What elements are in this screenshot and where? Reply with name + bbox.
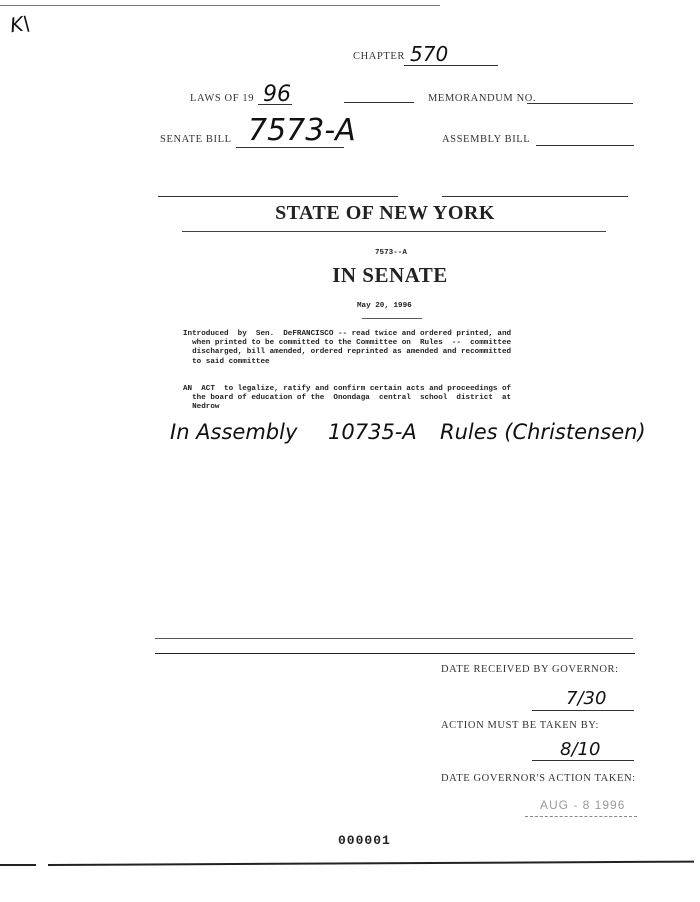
laws-value: 96 — [263, 82, 291, 107]
separator-left — [158, 196, 398, 197]
act-line: Nedrow — [183, 403, 220, 412]
governor-received-value: 7/30 — [566, 688, 607, 709]
senate-bill-value: 7573-A — [248, 113, 356, 148]
governor-received-line — [532, 710, 634, 711]
action-by-label: ACTION MUST BE TAKEN BY: — [441, 720, 600, 731]
laws-line — [258, 104, 292, 105]
chamber-heading: IN SENATE — [332, 263, 448, 287]
state-heading-underline — [182, 231, 606, 232]
page-number: 000001 — [338, 833, 391, 848]
governor-received-label: DATE RECEIVED BY GOVERNOR: — [441, 664, 619, 675]
action-taken-line — [525, 816, 637, 817]
assembly-bill-line — [536, 145, 634, 146]
chapter-label: CHAPTER — [353, 51, 406, 62]
memorandum-label: MEMORANDUM NO. — [428, 93, 537, 104]
corner-mark: K\ — [8, 10, 32, 38]
introduced-line: to said committee — [183, 357, 270, 366]
memorandum-line — [527, 103, 633, 104]
handwritten-committee: Rules (Christensen) — [440, 420, 646, 444]
act-line: AN ACT to legalize, ratify and confirm certain acts and proceedings of — [183, 385, 512, 393]
top-edge-line — [0, 5, 440, 6]
bottom-separator-1 — [155, 638, 633, 639]
footer-line — [48, 861, 694, 866]
senate-bill-line — [236, 147, 344, 148]
bill-date: May 20, 1996 — [357, 302, 412, 310]
laws-blank-line — [344, 102, 414, 103]
handwritten-in-assembly: In Assembly — [170, 420, 298, 444]
bill-number: 7573--A — [375, 249, 407, 257]
laws-label: LAWS OF 19 — [190, 93, 255, 104]
senate-bill-label: SENATE BILL — [160, 134, 232, 145]
footer-line-short — [0, 864, 36, 866]
date-underline — [362, 318, 422, 319]
introduced-line: Introduced by Sen. DeFRANCISCO -- read twice and ordered printed, and — [183, 330, 512, 338]
introduced-line: when printed to be committed to the Committee on Rules -- committee — [183, 339, 512, 348]
action-taken-label: DATE GOVERNOR'S ACTION TAKEN: — [441, 773, 636, 784]
separator-right — [442, 196, 628, 197]
act-paragraph — [183, 385, 511, 413]
chapter-line — [404, 65, 498, 66]
handwritten-assembly-number: 10735-A — [328, 420, 417, 444]
introduced-line: discharged, bill amended, ordered reprinted as amended and recommitted — [183, 348, 512, 357]
chapter-value: 570 — [410, 42, 449, 66]
action-by-value: 8/10 — [560, 739, 601, 760]
action-by-line — [532, 760, 634, 761]
bottom-separator-2 — [155, 653, 635, 654]
introduced-paragraph — [183, 330, 511, 367]
assembly-bill-label: ASSEMBLY BILL — [442, 134, 531, 145]
action-taken-stamp: AUG - 8 1996 — [540, 798, 626, 812]
act-line: the board of education of the Onondaga central school district at — [183, 394, 512, 403]
state-heading: STATE OF NEW YORK — [275, 202, 495, 224]
